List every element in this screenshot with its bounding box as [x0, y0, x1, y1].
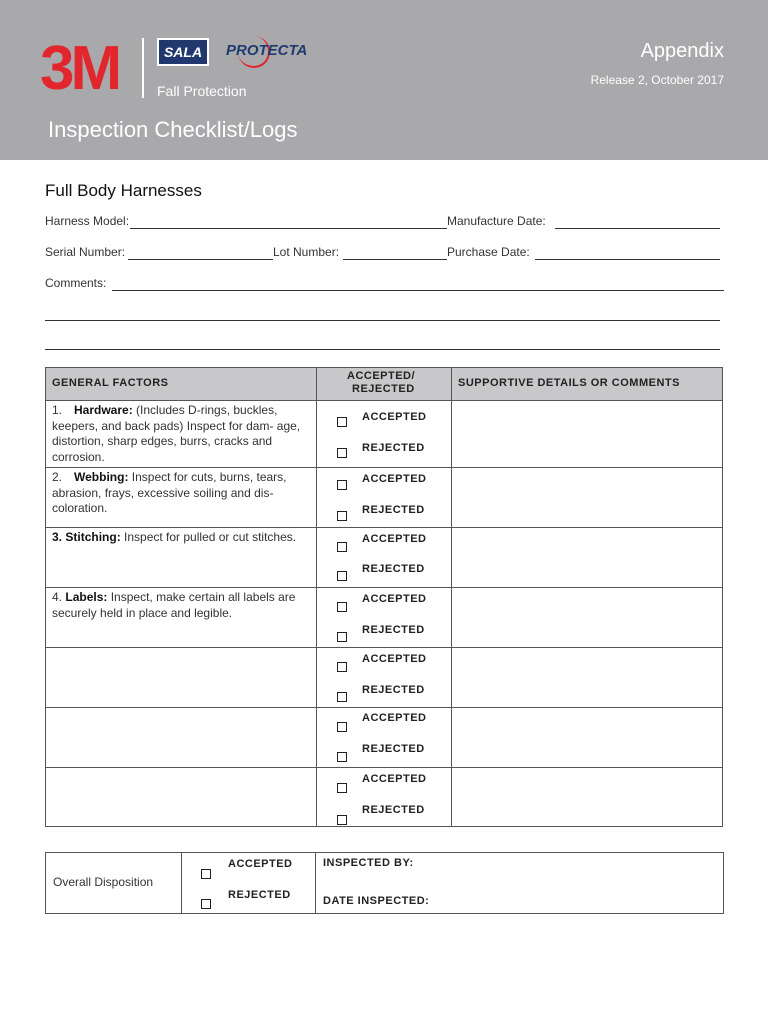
accepted-label: ACCEPTED	[362, 473, 427, 485]
comments-field[interactable]	[112, 290, 724, 291]
rejected-checkbox[interactable]	[337, 571, 347, 581]
comments-line-2[interactable]	[45, 320, 720, 321]
accepted-label: ACCEPTED	[362, 773, 427, 785]
item-labels: 4. Labels: Inspect, make certain all labels are securely held in place and legible.	[52, 590, 296, 620]
field-row-comments	[45, 276, 725, 292]
accepted-label: ACCEPTED	[362, 593, 427, 605]
column-divider	[315, 853, 316, 913]
logo-divider	[142, 38, 144, 98]
inspected-by-label: INSPECTED BY:	[323, 857, 414, 869]
checklist-table	[45, 367, 723, 827]
sala-logo: SALA	[157, 38, 209, 66]
rejected-label: REJECTED	[362, 684, 425, 696]
serial-number-label: Serial Number:	[45, 245, 126, 259]
overall-rejected-checkbox[interactable]	[201, 899, 211, 909]
table-row	[46, 767, 722, 827]
table-row	[46, 707, 722, 768]
rejected-label: REJECTED	[362, 804, 425, 816]
rejected-label: REJECTED	[362, 442, 425, 454]
table-row	[46, 527, 722, 588]
serial-number-field[interactable]	[128, 259, 273, 260]
3m-logo: 3M	[40, 34, 119, 103]
table-row	[46, 587, 722, 648]
table-header	[46, 368, 722, 401]
rejected-checkbox[interactable]	[337, 815, 347, 825]
purchase-date-field[interactable]	[535, 259, 720, 260]
rejected-label: REJECTED	[362, 743, 425, 755]
column-divider	[181, 853, 182, 913]
date-inspected-label: DATE INSPECTED:	[323, 895, 430, 907]
accepted-checkbox[interactable]	[337, 722, 347, 732]
field-row-model	[45, 214, 725, 230]
header-accepted: ACCEPTED/	[347, 370, 416, 382]
comments-line-3[interactable]	[45, 349, 720, 350]
rejected-checkbox[interactable]	[337, 632, 347, 642]
fall-protection-label: Fall Protection	[157, 83, 247, 99]
manufacture-date-field[interactable]	[555, 228, 720, 229]
rejected-checkbox[interactable]	[337, 511, 347, 521]
overall-accepted-label: ACCEPTED	[228, 858, 293, 870]
accepted-label: ACCEPTED	[362, 712, 427, 724]
accepted-label: ACCEPTED	[362, 533, 427, 545]
accepted-checkbox[interactable]	[337, 480, 347, 490]
header-rejected: REJECTED	[352, 383, 415, 395]
accepted-checkbox[interactable]	[337, 542, 347, 552]
manufacture-date-label: Manufacture Date:	[447, 214, 546, 228]
lot-number-field[interactable]	[343, 259, 447, 260]
accepted-label: ACCEPTED	[362, 411, 427, 423]
purchase-date-label: Purchase Date:	[447, 245, 530, 259]
rejected-label: REJECTED	[362, 624, 425, 636]
accepted-checkbox[interactable]	[337, 417, 347, 427]
release-label: Release 2, October 2017	[590, 73, 724, 87]
rejected-label: REJECTED	[362, 504, 425, 516]
section-title: Full Body Harnesses	[45, 181, 202, 200]
table-row	[46, 467, 722, 528]
field-row-serial	[45, 245, 725, 261]
rejected-label: REJECTED	[362, 563, 425, 575]
accepted-label: ACCEPTED	[362, 653, 427, 665]
header-band	[0, 0, 768, 160]
accepted-checkbox[interactable]	[337, 662, 347, 672]
lot-number-label: Lot Number:	[273, 245, 340, 259]
overall-disposition-box	[45, 852, 724, 914]
rejected-checkbox[interactable]	[337, 692, 347, 702]
rejected-checkbox[interactable]	[337, 448, 347, 458]
table-row	[46, 647, 722, 708]
page-title: Inspection Checklist/Logs	[48, 117, 298, 142]
item-hardware: 1. Hardware: (Includes D-rings, buckles, keepers, and back pads) Inspect for dam- age, distortion, sharp edges, burrs, cracks and corrosion.	[52, 403, 301, 464]
overall-accepted-checkbox[interactable]	[201, 869, 211, 879]
item-stitching: 3. Stitching: Inspect for pulled or cut stitches.	[52, 530, 297, 544]
header-supportive-details: SUPPORTIVE DETAILS OR COMMENTS	[458, 377, 680, 389]
overall-rejected-label: REJECTED	[228, 889, 291, 901]
rejected-checkbox[interactable]	[337, 752, 347, 762]
accepted-checkbox[interactable]	[337, 602, 347, 612]
harness-model-label: Harness Model:	[45, 214, 130, 228]
protecta-logo: PROTECTA	[226, 42, 308, 59]
accepted-checkbox[interactable]	[337, 783, 347, 793]
table-row	[46, 400, 722, 467]
overall-disposition-label: Overall Disposition	[53, 875, 154, 889]
comments-label: Comments:	[45, 276, 107, 290]
item-webbing: 2. Webbing: Inspect for cuts, burns, tears, abrasion, frays, excessive soiling and dis- coloration.	[52, 470, 287, 515]
harness-model-field[interactable]	[130, 228, 447, 229]
appendix-title: Appendix	[640, 40, 724, 62]
header-general-factors: GENERAL FACTORS	[52, 377, 169, 389]
